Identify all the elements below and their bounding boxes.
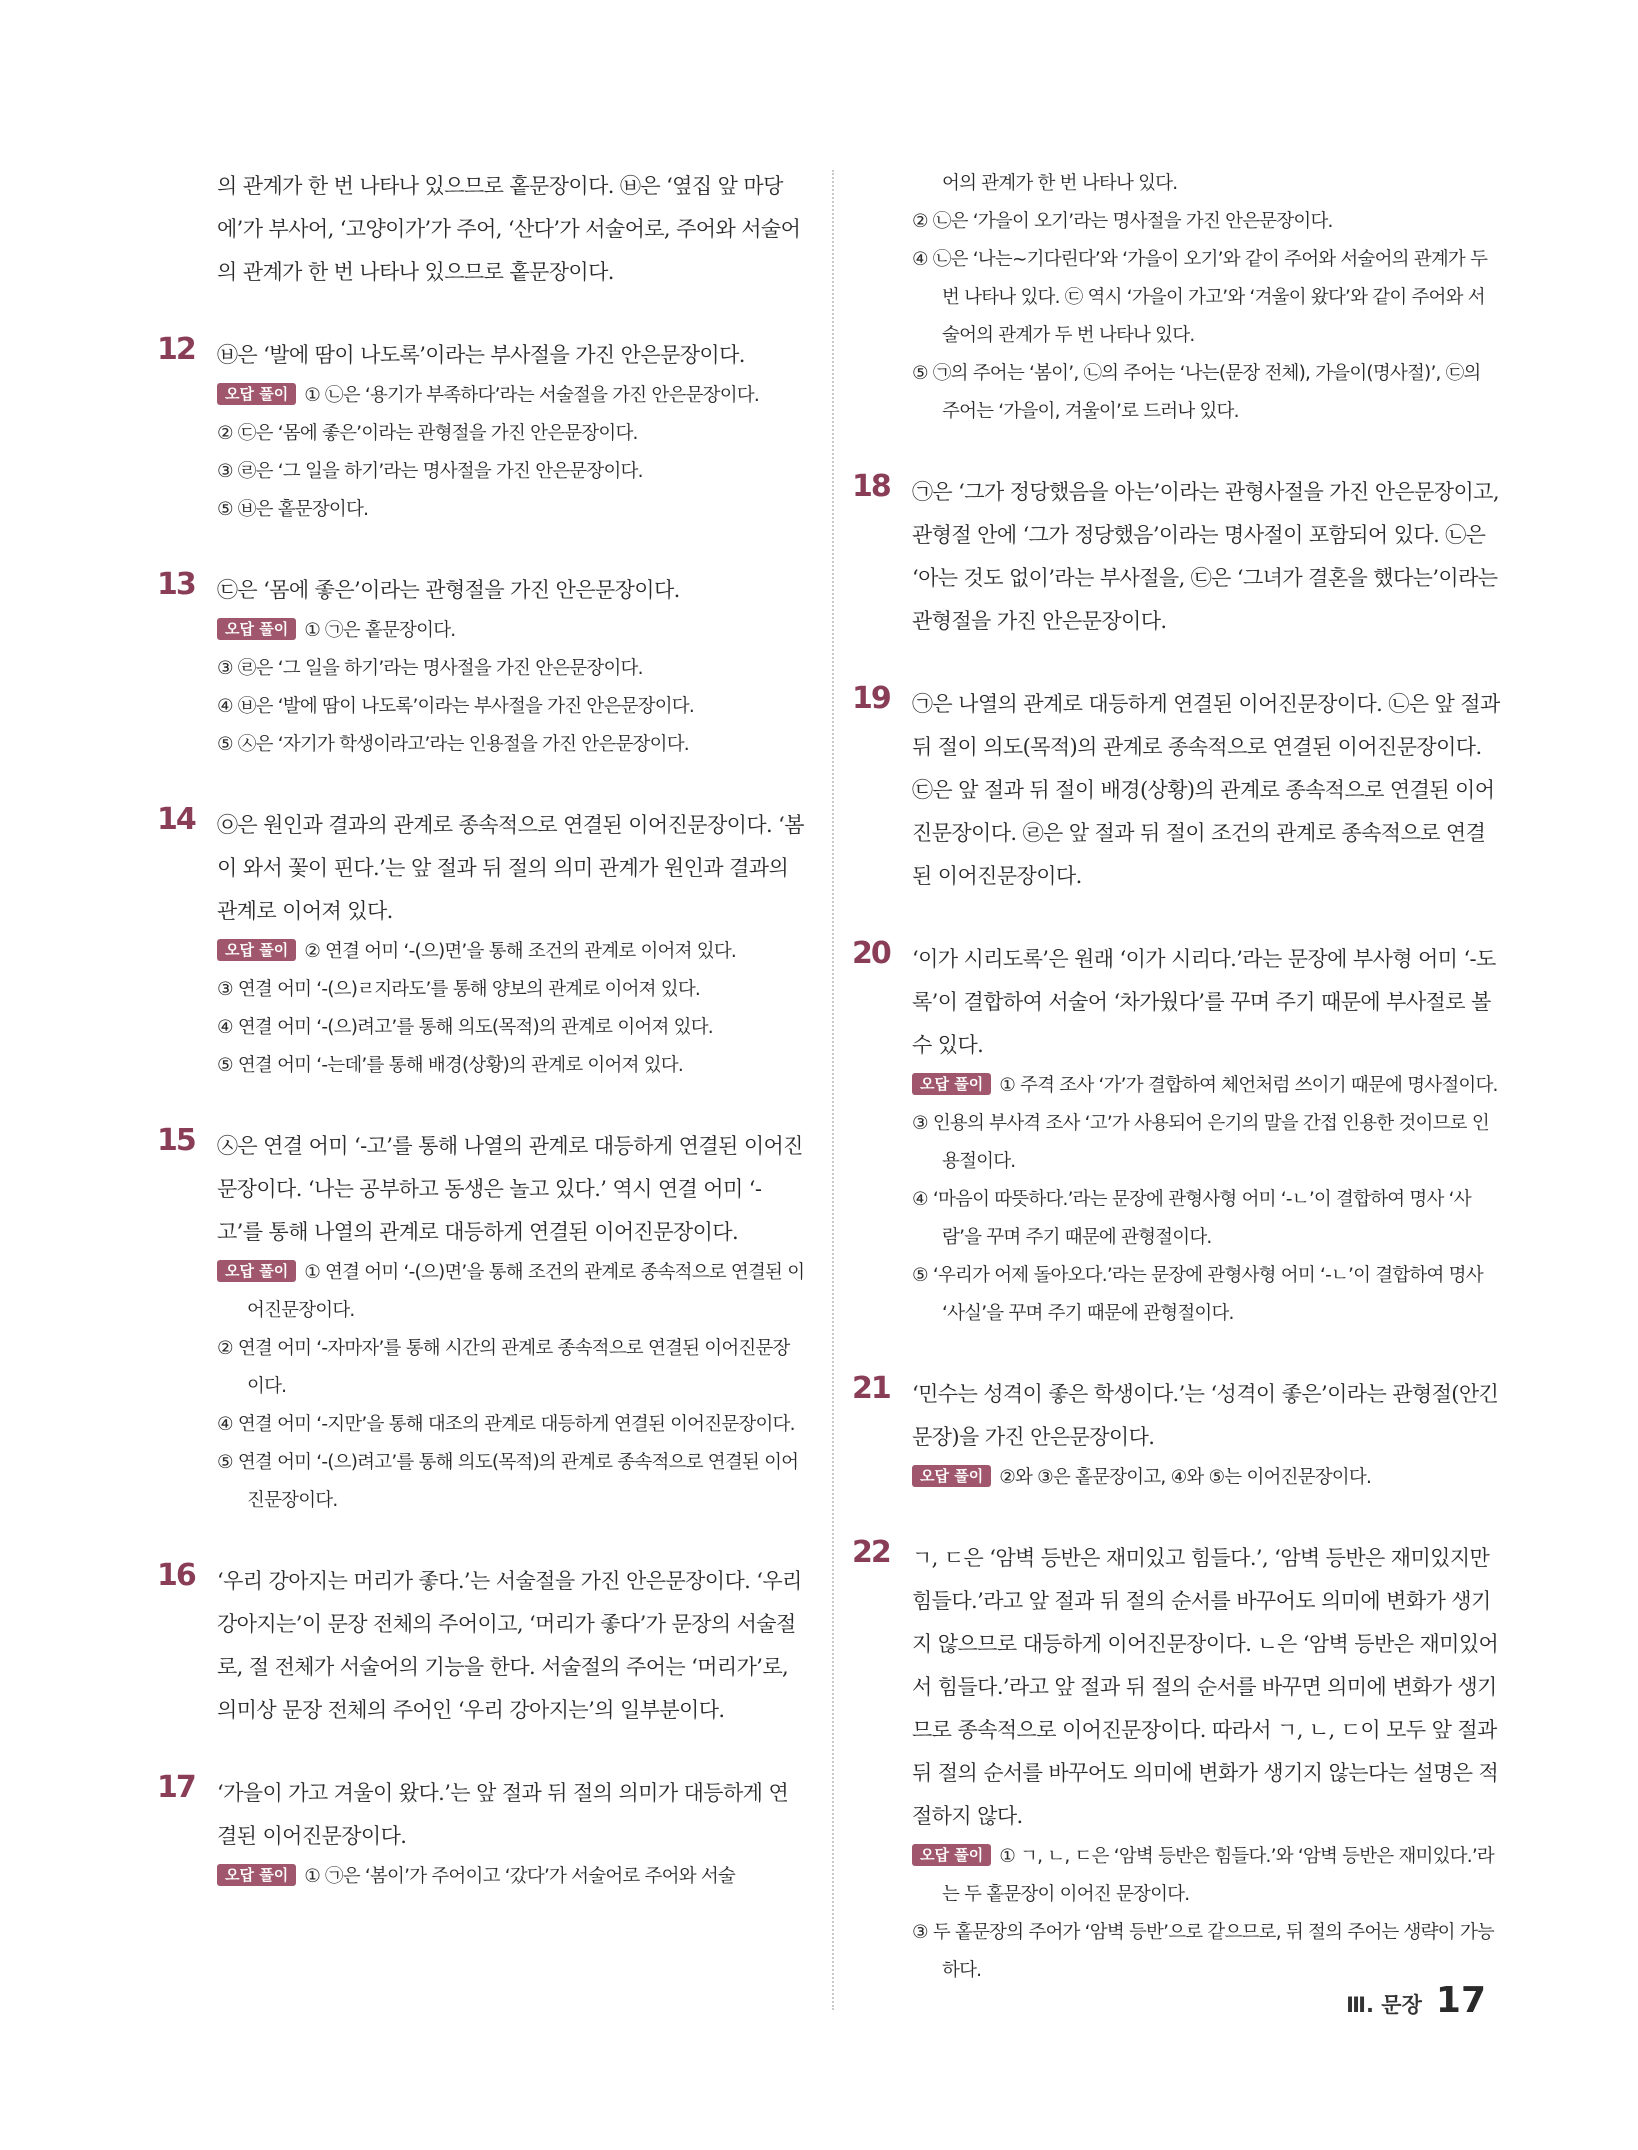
question-14 — [157, 802, 805, 1085]
question-number: 17 — [157, 1770, 195, 1805]
continuation-notes — [912, 165, 1500, 431]
question-number: 14 — [157, 802, 195, 837]
question-18 — [852, 469, 1500, 643]
question-number: 19 — [852, 681, 890, 716]
question-number: 18 — [852, 469, 890, 504]
page-number: 17 — [1435, 1980, 1486, 2021]
note-line — [217, 1444, 805, 1520]
note-text: ⑤ 연결 어미 ‘-(으)려고’를 통해 의도(목적)의 관계로 종속적으로 연결된 이어진문장이다. — [217, 1452, 799, 1511]
note-line — [912, 1459, 1500, 1497]
note-text: ⑤ ‘우리가 어제 돌아오다.’라는 문장에 관형사형 어미 ‘-ㄴ’이 결합하여 명사 ‘사실’을 꾸며 주기 때문에 관형절이다. — [912, 1265, 1483, 1324]
wrong-answer-notes — [912, 1067, 1500, 1333]
question-explanation: ㉥은 ‘발에 땀이 나도록’이라는 부사절을 가진 안은문장이다. — [217, 343, 745, 367]
note-text: ① ㄱ, ㄴ, ㄷ은 ‘암벽 등반은 힘들다.’와 ‘암벽 등반은 재미있다.’라는 두 홑문장이 이어진 문장이다. — [942, 1846, 1494, 1905]
wrong-answer-badge: 오답 풀이 — [912, 1844, 991, 1866]
question-22 — [852, 1535, 1500, 1990]
note-line — [217, 453, 805, 491]
note-line — [217, 1858, 805, 1896]
note-text: ②와 ③은 홑문장이고, ④와 ⑤는 이어진문장이다. — [999, 1467, 1372, 1488]
left-continuation — [165, 165, 805, 294]
question-16 — [157, 1558, 805, 1732]
note-line — [217, 1254, 805, 1330]
note-line — [912, 1067, 1500, 1105]
question-number: 12 — [157, 332, 195, 367]
note-line — [217, 726, 805, 764]
wrong-answer-notes — [217, 1254, 805, 1520]
question-number: 22 — [852, 1535, 890, 1570]
note-text: ① ㉠은 ‘봄이’가 주어이고 ‘갔다’가 서술어로 주어와 서술 — [304, 1866, 735, 1887]
note-text: ② ㉢은 ‘몸에 좋은’이라는 관형절을 가진 안은문장이다. — [217, 423, 638, 444]
note-line — [912, 1838, 1500, 1914]
wrong-answer-badge: 오답 풀이 — [217, 383, 296, 405]
wrong-answer-badge: 오답 풀이 — [217, 1864, 296, 1886]
note-text: ⑤ ㉥은 홑문장이다. — [217, 499, 369, 520]
left-questions — [157, 332, 805, 1896]
column-divider — [832, 170, 834, 2010]
note-line — [217, 971, 805, 1009]
question-number: 21 — [852, 1371, 890, 1406]
note-text: ④ ㉥은 ‘발에 땀이 나도록’이라는 부사절을 가진 안은문장이다. — [217, 696, 694, 717]
question-explanation: ㉠은 나열의 관계로 대등하게 연결된 이어진문장이다. ㉡은 앞 절과 뒤 절이 의도(목적)의 관계로 종속적으로 연결된 이어진문장이다. ㉢은 앞 절과 뒤 절이 배경(상황)의 관계로 종속적으로 연결된 이어진문장이다. ㉣은 앞 절과 뒤 절이 조건의 관계로 종속적으로 연결된 이어진문장이다. — [912, 692, 1500, 888]
question-explanation: ㉠은 ‘그가 정당했음을 아는’이라는 관형사절을 가진 안은문장이고, 관형절 안에 ‘그가 정당했음’이라는 명사절이 포함되어 있다. ㉡은 ‘아는 것도 없이’라는 부사절을, ㉢은 ‘그녀가 결혼을 했다는’이라는 관형절을 가진 안은문장이다. — [912, 480, 1499, 633]
note-text: ③ 두 홑문장의 주어가 ‘암벽 등반’으로 같으므로, 뒤 절의 주어는 생략이 가능하다. — [912, 1922, 1494, 1981]
question-number: 20 — [852, 936, 890, 971]
question-explanation: ‘가을이 가고 겨울이 왔다.’는 앞 절과 뒤 절의 의미가 대등하게 연결된 이어진문장이다. — [217, 1781, 789, 1848]
note-line — [217, 1330, 805, 1406]
note-line — [217, 933, 805, 971]
question-explanation: ‘민수는 성격이 좋은 학생이다.’는 ‘성격이 좋은’이라는 관형절(안긴문장)을 가진 안은문장이다. — [912, 1382, 1499, 1449]
question-17 — [157, 1770, 805, 1896]
wrong-answer-notes — [217, 612, 805, 764]
note-line — [217, 1406, 805, 1444]
question-15 — [157, 1123, 805, 1520]
note-line — [217, 415, 805, 453]
question-explanation: ㉢은 ‘몸에 좋은’이라는 관형절을 가진 안은문장이다. — [217, 578, 680, 602]
note-text: ③ 인용의 부사격 조사 ‘고’가 사용되어 은기의 말을 간접 인용한 것이므로 인용절이다. — [912, 1113, 1489, 1172]
note-line — [217, 612, 805, 650]
note-text: ① 주격 조사 ‘가’가 결합하여 체언처럼 쓰이기 때문에 명사절이다. — [999, 1075, 1498, 1096]
continuation-text: 의 관계가 한 번 나타나 있으므로 홑문장이다. ㉥은 ‘옆집 앞 마당에’가 부사어, ‘고양이가’가 주어, ‘산다’가 서술어로, 주어와 서술어의 관계가 한 번 나타나 있으므로 홑문장이다. — [217, 174, 801, 284]
note-text: ④ ‘마음이 따뜻하다.’라는 문장에 관형사형 어미 ‘-ㄴ’이 결합하여 명사 ‘사람’을 꾸며 주기 때문에 관형절이다. — [912, 1189, 1471, 1248]
wrong-answer-badge: 오답 풀이 — [217, 1260, 296, 1282]
note-text: ① ㉠은 홑문장이다. — [304, 620, 456, 641]
section-label: Ⅲ. 문장 — [1346, 1993, 1422, 2017]
note-line: 어의 관계가 한 번 나타나 있다. — [942, 173, 1178, 194]
question-21 — [852, 1371, 1500, 1497]
question-20 — [852, 936, 1500, 1333]
note-line — [217, 1009, 805, 1047]
question-number: 15 — [157, 1123, 195, 1158]
question-explanation: ㄱ, ㄷ은 ‘암벽 등반은 재미있고 힘들다.’, ‘암벽 등반은 재미있지만 힘들다.’라고 앞 절과 뒤 절의 순서를 바꾸어도 의미에 변화가 생기지 않으므로 대등하게 이어진문장이다. ㄴ은 ‘암벽 등반은 재미있어서 힘들다.’라고 앞 절과 뒤 절의 순서를 바꾸면 의미에 변화가 생기므로 종속적으로 이어진문장이다. 따라서 ㄱ, ㄴ, ㄷ이 모두 앞 절과 뒤 절의 순서를 바꾸어도 의미에 변화가 생기지 않는다는 설명은 적절하지 않다. — [912, 1546, 1499, 1828]
note-line — [217, 377, 805, 415]
note-line — [912, 1181, 1500, 1257]
question-explanation: ‘우리 강아지는 머리가 좋다.’는 서술절을 가진 안은문장이다. ‘우리 강아지는’이 문장 전체의 주어이고, ‘머리가 좋다’가 문장의 서술절로, 절 전체가 서술어의 기능을 한다. 서술절의 주어는 ‘머리가’로, 의미상 문장 전체의 주어인 ‘우리 강아지는’의 일부분이다. — [217, 1569, 802, 1722]
wrong-answer-badge: 오답 풀이 — [912, 1073, 991, 1095]
note-line — [912, 1914, 1500, 1990]
note-text: ② 연결 어미 ‘-(으)면’을 통해 조건의 관계로 이어져 있다. — [304, 941, 736, 962]
wrong-answer-badge: 오답 풀이 — [217, 618, 296, 640]
note-text: ③ 연결 어미 ‘-(으)ㄹ지라도’를 통해 양보의 관계로 이어져 있다. — [217, 979, 701, 1000]
wrong-answer-badge: 오답 풀이 — [217, 939, 296, 961]
wrong-answer-notes — [912, 1459, 1500, 1497]
left-column — [157, 165, 805, 1936]
note-line — [912, 1105, 1500, 1181]
note-text: ④ 연결 어미 ‘-(으)려고’를 통해 의도(목적)의 관계로 이어져 있다. — [217, 1017, 713, 1038]
note-line — [217, 688, 805, 726]
wrong-answer-notes — [217, 377, 805, 529]
note-text: ① ㉡은 ‘용기가 부족하다’라는 서술절을 가진 안은문장이다. — [304, 385, 759, 406]
wrong-answer-notes — [217, 933, 805, 1085]
right-questions — [852, 469, 1500, 1990]
question-12 — [157, 332, 805, 529]
wrong-answer-notes — [912, 1838, 1500, 1990]
page-footer — [1346, 1980, 1486, 2021]
question-13 — [157, 567, 805, 764]
question-explanation: ㉦은 연결 어미 ‘-고’를 통해 나열의 관계로 대등하게 연결된 이어진문장이다. ‘나는 공부하고 동생은 놀고 있다.’ 역시 연결 어미 ‘-고’를 통해 나열의 관계로 대등하게 연결된 이어진문장이다. — [217, 1134, 803, 1244]
note-text: ④ 연결 어미 ‘-지만’을 통해 대조의 관계로 대등하게 연결된 이어진문장이다. — [217, 1414, 795, 1435]
right-column — [852, 165, 1500, 2030]
note-text: ⑤ ㉦은 ‘자기가 학생이라고’라는 인용절을 가진 안은문장이다. — [217, 734, 689, 755]
question-explanation: ㉧은 원인과 결과의 관계로 종속적으로 연결된 이어진문장이다. ‘봄이 와서 꽃이 핀다.’는 앞 절과 뒤 절의 의미 관계가 원인과 결과의 관계로 이어져 있다. — [217, 813, 804, 923]
wrong-answer-badge: 오답 풀이 — [912, 1465, 991, 1487]
note-line — [217, 650, 805, 688]
note-line: ② ㉡은 ‘가을이 오기’라는 명사절을 가진 안은문장이다. — [912, 211, 1333, 232]
note-text: ② 연결 어미 ‘-자마자’를 통해 시간의 관계로 종속적으로 연결된 이어진문장이다. — [217, 1338, 790, 1397]
question-number: 16 — [157, 1558, 195, 1593]
note-text: ③ ㉣은 ‘그 일을 하기’라는 명사절을 가진 안은문장이다. — [217, 461, 643, 482]
note-text: ③ ㉣은 ‘그 일을 하기’라는 명사절을 가진 안은문장이다. — [217, 658, 643, 679]
note-text: ⑤ 연결 어미 ‘-는데’를 통해 배경(상황)의 관계로 이어져 있다. — [217, 1055, 683, 1076]
note-line — [217, 1047, 805, 1085]
question-explanation: ‘이가 시리도록’은 원래 ‘이가 시리다.’라는 문장에 부사형 어미 ‘-도록’이 결합하여 서술어 ‘차가웠다’를 꾸며 주기 때문에 부사절로 볼 수 있다. — [912, 947, 1496, 1057]
right-continuation — [860, 165, 1500, 431]
note-line: ④ ㉡은 ‘나는~기다린다’와 ‘가을이 오기’와 같이 주어와 서술어의 관계가 두 번 나타나 있다. ㉢ 역시 ‘가을이 가고’와 ‘겨울이 왔다’와 같이 주어와 서술어의 관계가 두 번 나타나 있다. — [912, 249, 1488, 346]
question-19 — [852, 681, 1500, 898]
wrong-answer-notes — [217, 1858, 805, 1896]
note-line: ⑤ ㉠의 주어는 ‘봄이’, ㉡의 주어는 ‘나는(문장 전체), 가을이(명사절)’, ㉢의 주어는 ‘가을이, 겨울이’로 드러나 있다. — [912, 363, 1481, 422]
question-number: 13 — [157, 567, 195, 602]
note-line — [217, 491, 805, 529]
note-text: ① 연결 어미 ‘-(으)면’을 통해 조건의 관계로 종속적으로 연결된 이어진문장이다. — [247, 1262, 805, 1321]
note-line — [912, 1257, 1500, 1333]
